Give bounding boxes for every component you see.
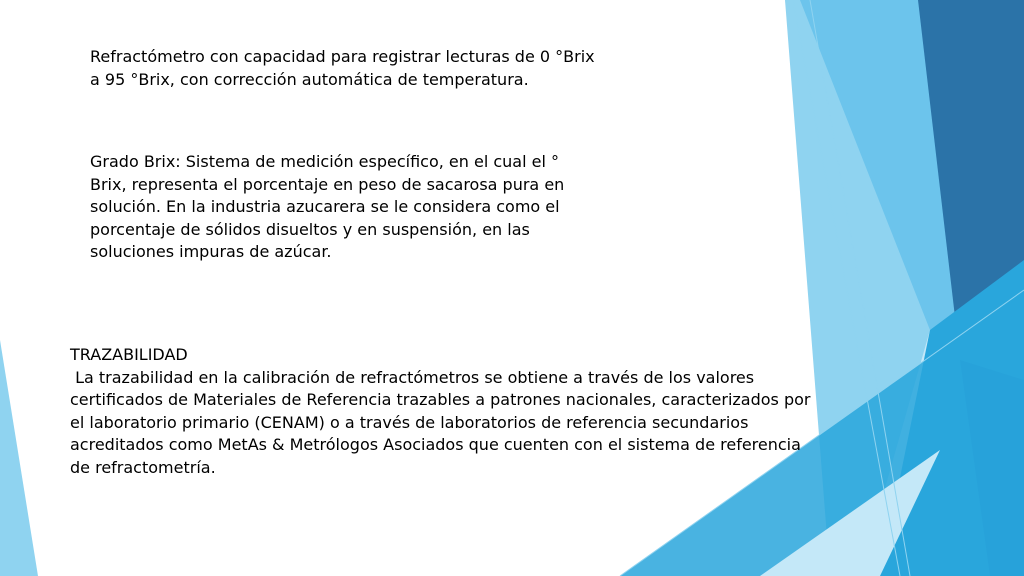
traceability-section: [70, 344, 815, 479]
traceability-heading: TRAZABILIDAD: [70, 345, 188, 364]
brix-definition: Grado Brix: Sistema de medición específico, en el cual el ° Brix, representa el porcentaje en peso de sacarosa pura en solución. En la industria azucarera se le considera como el porcentaje de sólidos disueltos y en suspensión, en las soluciones impuras de azúcar.: [90, 152, 565, 261]
left-accent-triangle: [0, 340, 38, 576]
traceability-body: La trazabilidad en la calibración de refractómetros se obtiene a través de los valores certificados de Materiales de Referencia trazables a patrones nacionales, caracterizados por el laboratorio primario (CENAM) o a través de laboratorios de referencia secundarios acreditados como MetAs & Metrólogos Asociados que cuenten con el sistema de referencia de refractometría.: [70, 367, 816, 477]
refractometer-description: Refractómetro con capacidad para registrar lecturas de 0 °Brix a 95 °Brix, con corrección automática de temperatura.: [90, 47, 595, 89]
